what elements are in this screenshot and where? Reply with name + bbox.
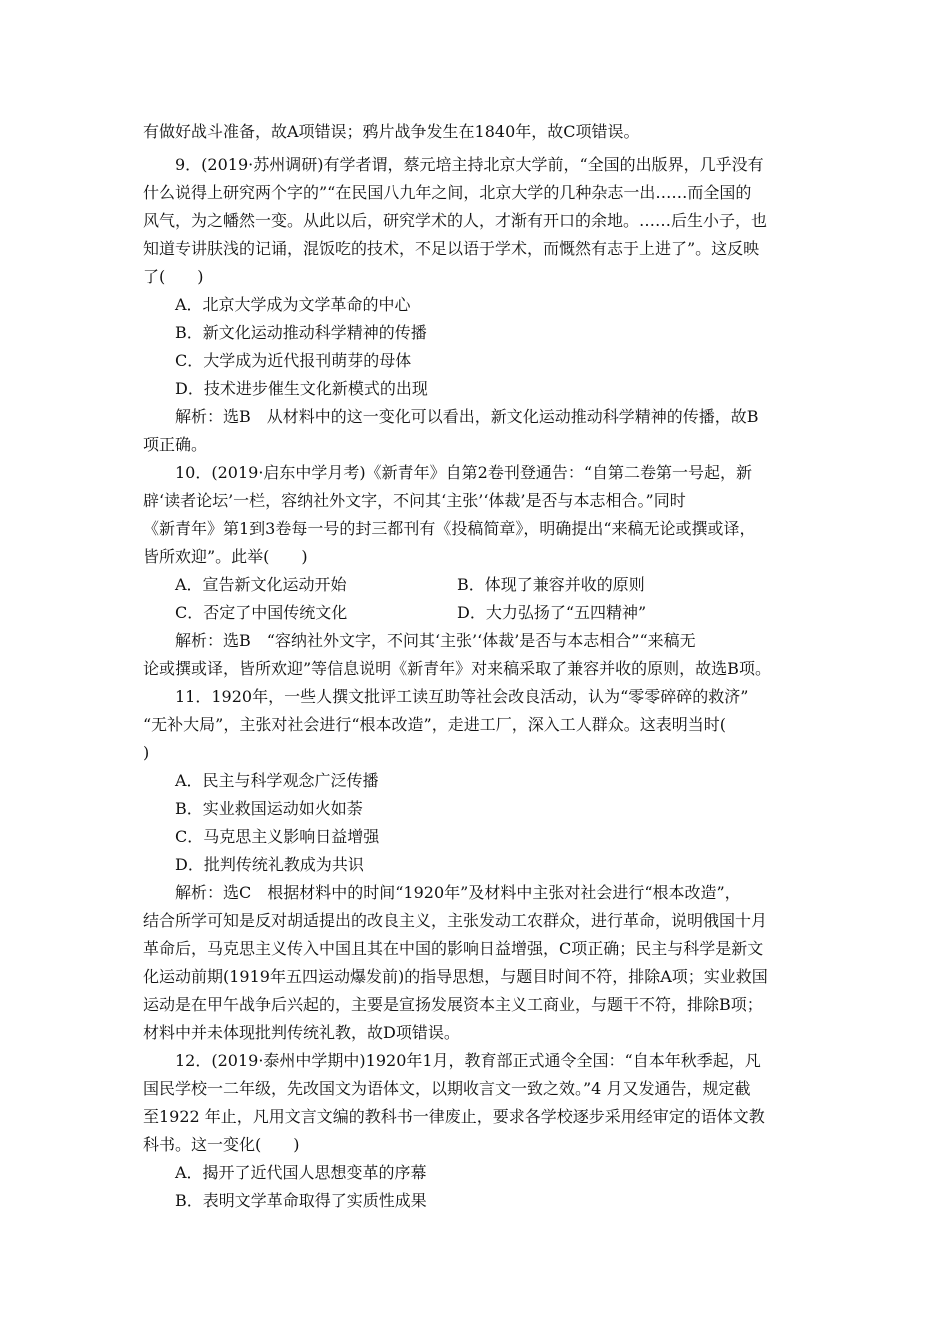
question-10-analysis-line: 论或撰或译，皆所欢迎”等信息说明《新青年》对来稿采取了兼容并收的原则，故选B项。 <box>143 659 771 678</box>
question-11-analysis-line: 解析：选C 根据材料中的时间“1920年”及材料中主张对社会进行“根本改造”， <box>175 883 741 902</box>
question-9-option-d: D．技术进步催生文化新模式的出现 <box>175 379 428 398</box>
question-9-stem-line: 风气，为之幡然一变。从此以后，研究学术的人，才渐有开口的余地。……后生小子，也 <box>143 211 768 230</box>
question-9-stem-line: 知道专讲肤浅的记诵，混饭吃的技术，不足以语于学术，而慨然有志于上进了”。这反映 <box>143 239 760 258</box>
question-9-analysis-line: 项正确。 <box>143 435 208 454</box>
question-11-analysis-line: 化运动前期(1919年五四运动爆发前)的指导思想，与题目时间不符，排除A项；实业救国 <box>143 967 768 986</box>
question-12-stem-line: 12．(2019·泰州中学期中)1920年1月，教育部正式通令全国：“自本年秋季起，凡 <box>175 1051 761 1070</box>
question-10-stem-line: 皆所欢迎”。此举( ) <box>143 547 308 566</box>
question-10-option-a: A．宣告新文化运动开始 <box>175 575 347 594</box>
question-10-stem-line: 10．(2019·启东中学月考)《新青年》自第2卷刊登通告：“自第二卷第一号起，新 <box>175 463 753 482</box>
question-10-option-b: B．体现了兼容并收的原则 <box>457 575 645 594</box>
question-12-option-a: A．揭开了近代国人思想变革的序幕 <box>175 1163 427 1182</box>
question-12-stem-line: 至1922 年止，凡用文言文编的教科书一律废止，要求各学校逐步采用经审定的语体文教 <box>143 1107 765 1126</box>
question-11-option-b: B．实业救国运动如火如荼 <box>175 799 363 818</box>
question-11-option-a: A．民主与科学观念广泛传播 <box>175 771 379 790</box>
question-10-analysis-line: 解析：选B “容纳社外文字，不问其‘主张’‘体裁’是否与本志相合”“来稿无 <box>175 631 696 650</box>
question-11-option-d: D．批判传统礼教成为共识 <box>175 855 364 874</box>
question-11-analysis-line: 结合所学可知是反对胡适提出的改良主义，主张发动工农群众，进行革命，说明俄国十月 <box>143 911 768 930</box>
question-10-stem-line: 辟‘读者论坛’一栏，容纳社外文字，不问其‘主张’‘体裁’是否与本志相合。”同时 <box>143 491 686 510</box>
question-9-stem-line: 什么说得上研究两个字的”“在民国八九年之间，北京大学的几种杂志一出……而全国的 <box>143 183 752 202</box>
question-9-option-a: A．北京大学成为文学革命的中心 <box>175 295 411 314</box>
question-12-stem-line: 国民学校一二年级，先改国文为语体文，以期收言文一致之效。”4 月又发通告，规定截 <box>143 1079 751 1098</box>
question-11-stem-line: ) <box>143 743 150 762</box>
question-11-analysis-line: 运动是在甲午战争后兴起的，主要是宣扬发展资本主义工商业，与题干不符，排除B项； <box>143 995 763 1014</box>
question-11-option-c: C．马克思主义影响日益增强 <box>175 827 380 846</box>
question-11-stem-line: “无补大局”，主张对社会进行“根本改造”，走进工厂，深入工人群众。这表明当时( <box>143 715 726 734</box>
question-10-stem-line: 《新青年》第1到3卷每一号的封三都刊有《投稿简章》，明确提出“来稿无论或撰或译， <box>143 519 756 538</box>
intro-line: 有做好战斗准备，故A项错误；鸦片战争发生在1840年，故C项错误。 <box>143 122 640 141</box>
question-9-stem-line: 了( ) <box>143 267 204 286</box>
question-11-analysis-line: 材料中并未体现批判传统礼教，故D项错误。 <box>143 1023 460 1042</box>
question-12-stem-line: 科书。这一变化( ) <box>143 1135 300 1154</box>
question-9-analysis-line: 解析：选B 从材料中的这一变化可以看出，新文化运动推动科学精神的传播，故B <box>175 407 759 426</box>
question-9-option-c: C．大学成为近代报刊萌芽的母体 <box>175 351 412 370</box>
question-11-analysis-line: 革命后，马克思主义传入中国且其在中国的影响日益增强，C项正确；民主与科学是新文 <box>143 939 764 958</box>
question-11-stem-line: 11．1920年，一些人撰文批评工读互助等社会改良活动，认为“零零碎碎的救济” <box>175 687 749 706</box>
question-10-option-d: D．大力弘扬了“五四精神” <box>457 603 647 622</box>
question-9-option-b: B．新文化运动推动科学精神的传播 <box>175 323 427 342</box>
question-10-option-c: C．否定了中国传统文化 <box>175 603 348 622</box>
question-9-stem-line: 9．(2019·苏州调研)有学者谓，蔡元培主持北京大学前，“全国的出版界，几乎没有 <box>175 155 764 174</box>
question-12-option-b: B．表明文学革命取得了实质性成果 <box>175 1191 427 1210</box>
